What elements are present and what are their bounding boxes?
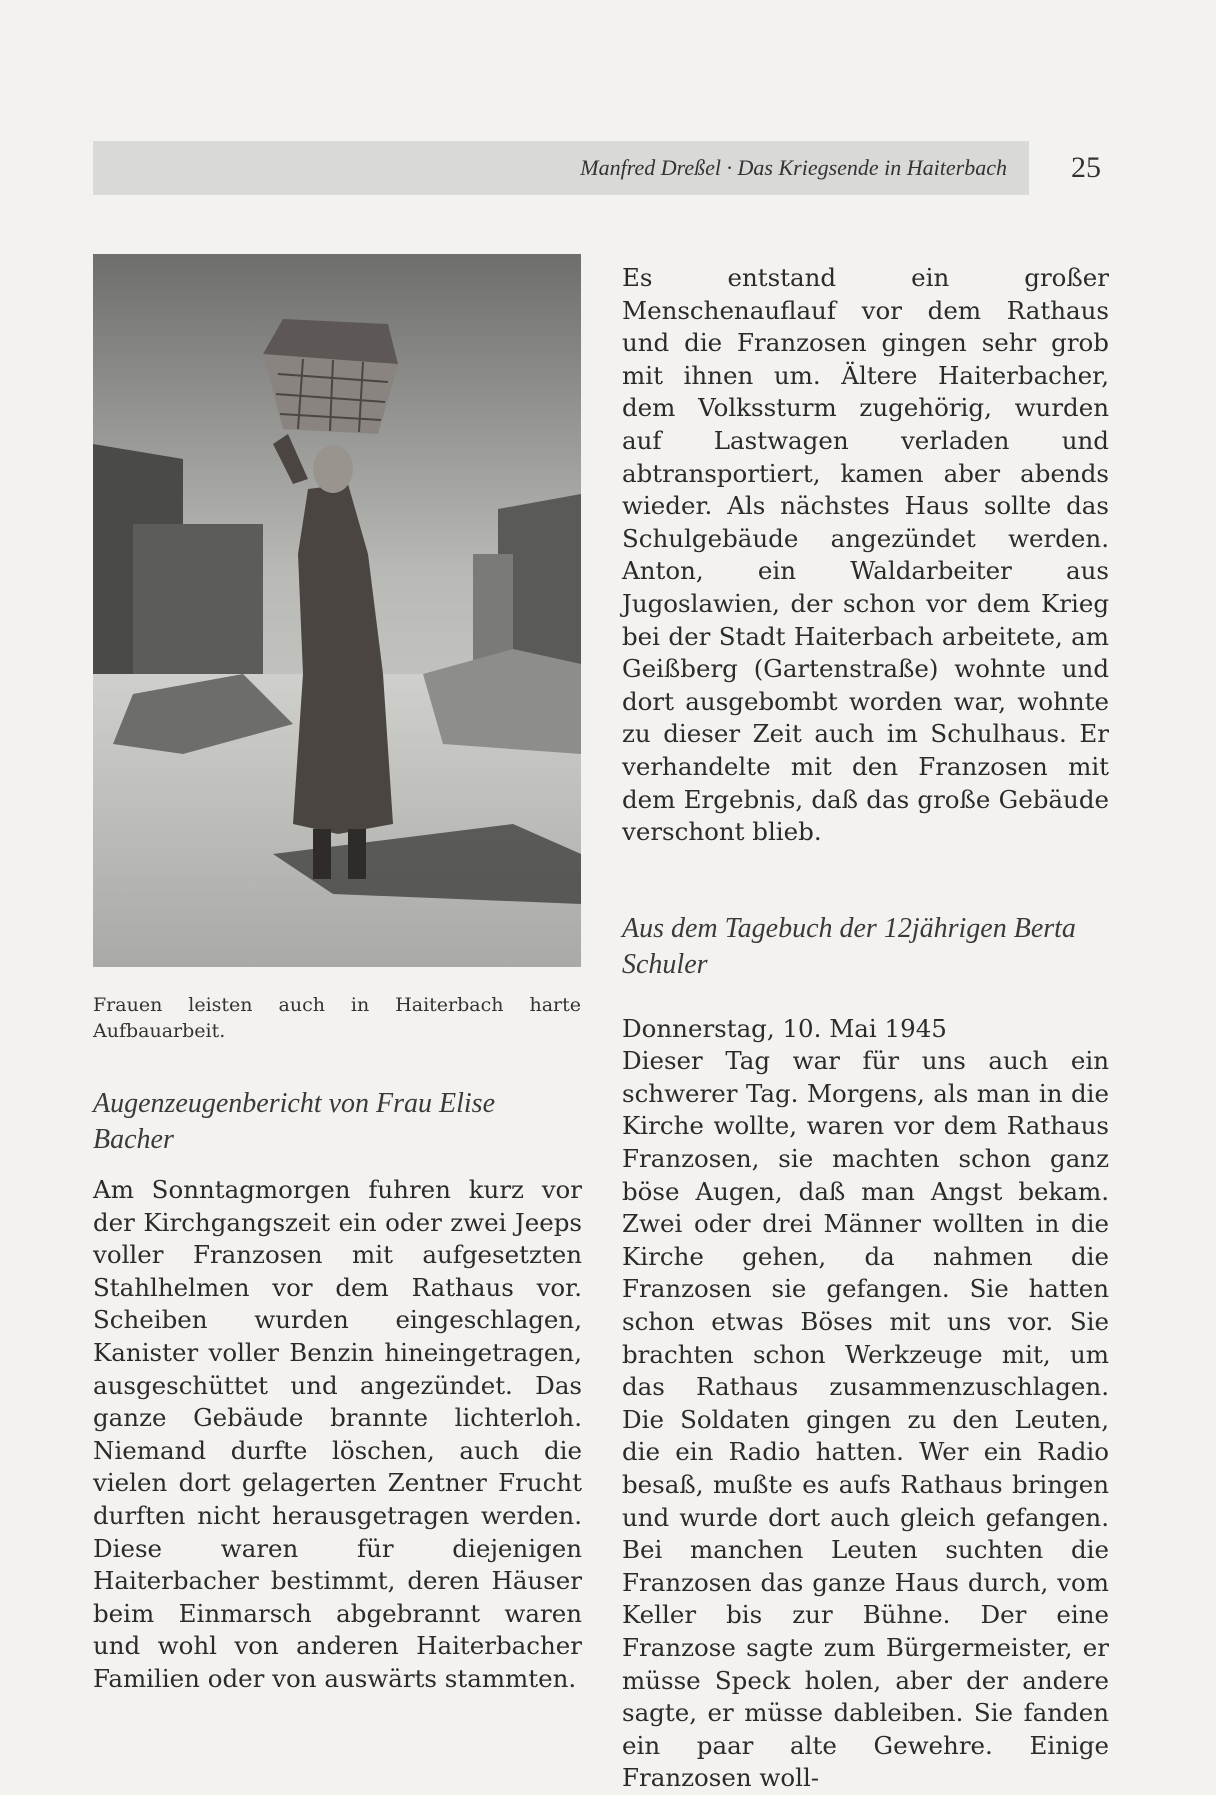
section-heading-berta-schuler: Aus dem Tagebuch der 12jährigen Berta Schuler (622, 912, 1076, 980)
photo-caption: Frauen leisten auch in Haiterbach harte Aufbauarbeit. (93, 994, 581, 1042)
diary-text: Dieser Tag war für uns auch ein schwerer Tag. Morgens, als man in die Kirche wollte, waren vor dem Rathaus Franzosen, sie machten schon ganz böse Augen, daß man Angst bekam. Zwei oder drei Männer wollten in die Kirche gehen, da nahmen die Franzosen sie gefangen. Sie hatten schon etwas Böses mit uns vor. Sie brachten schon Werkzeuge mit, um das Rathaus zusammenzuschlagen. Die Soldaten gingen zu den Leuten, die ein Radio hatten. Wer ein Radio besaß, mußte es aufs Rathaus bringen und wurde dort auch gleich gefangen. Bei manchen Leuten suchten die Franzosen das ganze Haus durch, vom Keller bis zur Bühne. Der eine Franzose sagte zum Bürgermeister, er müsse Speck holen, aber der andere sagte, er müsse dableiben. Sie fanden ein paar alte Gewehre. Einige Franzosen woll- (622, 1046, 1109, 1793)
section-heading-elise-bacher: Augenzeugenbericht von Frau Elise Bacher (93, 1088, 496, 1155)
diary-date: Donnerstag, 10. Mai 1945 (622, 1013, 947, 1043)
historical-photo (93, 254, 581, 967)
page-number: 25 (1071, 151, 1101, 184)
eyewitness-report-text: Am Sonntagmorgen fuhren kurz vor der Kirchgangszeit ein oder zwei Jeeps voller Franzosen mit aufgesetzten Stahlhelmen vor dem Rathaus vor. Scheiben wurden eingeschlagen, Kanister voller Benzin hineingetragen, ausgeschüttet und angezündet. Das ganze Gebäude brannte lichterloh. Niemand durfte löschen, auch die vielen dort gelagerten Zentner Frucht durften nicht herausgetragen werden. Diese waren für diejenigen Haiterbacher bestimmt, deren Häuser beim Einmarsch abgebrannt waren und wohl von anderen Haiterbacher Familien oder von auswärts stammten. (93, 1175, 582, 1693)
photo-illustration (93, 254, 581, 967)
continued-paragraph: Es entstand ein großer Menschenauflauf vor dem Rathaus und die Franzosen gingen sehr grob mit ihnen um. Ältere Haiterbacher, dem Volkssturm zugehörig, wurden auf Lastwagen verladen und abtransportiert, kamen aber abends wieder. Als nächstes Haus sollte das Schulgebäude angezündet werden. Anton, ein Waldarbeiter aus Jugoslawien, der schon vor dem Krieg bei der Stadt Haiterbach arbeitete, am Geißberg (Gartenstraße) wohnte und dort ausgebombt worden war, wohnte zu dieser Zeit auch im Schulhaus. Er verhandelte mit den Franzosen mit dem Ergebnis, daß das große Gebäude verschont blieb. (622, 263, 1109, 847)
left-column (93, 1086, 582, 1696)
running-title: Manfred Dreßel · Das Kriegsende in Haiterbach (580, 155, 1007, 180)
running-header (93, 141, 1029, 195)
right-column (622, 262, 1109, 1795)
